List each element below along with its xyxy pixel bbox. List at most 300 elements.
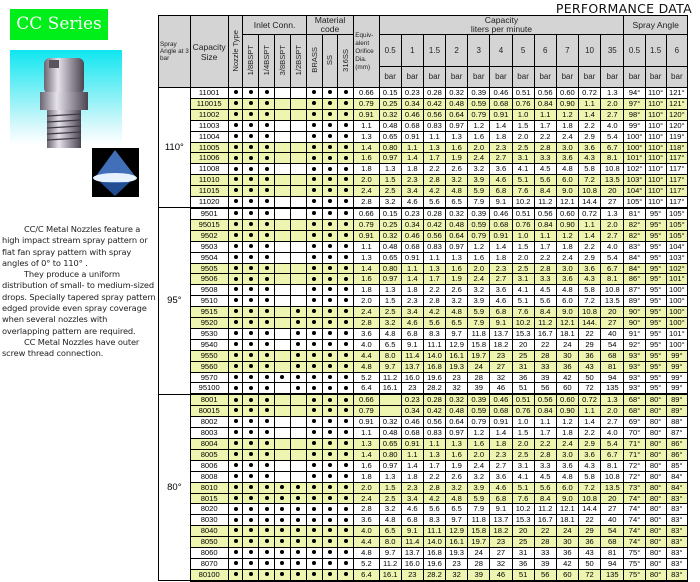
material-availability-cell bbox=[338, 296, 354, 307]
capacity-cell: 135 bbox=[601, 383, 624, 394]
spray-angle-cell: 83° bbox=[666, 537, 687, 548]
inlet-availability-cell bbox=[275, 274, 291, 285]
capacity-cell: 39 bbox=[534, 372, 556, 383]
capacity-size-cell: 9570 bbox=[190, 372, 228, 383]
available-dot-icon bbox=[312, 266, 316, 270]
capacity-cell: 3.2 bbox=[379, 504, 401, 515]
inlet-availability-cell bbox=[259, 175, 275, 186]
header-pressure: 6 bbox=[534, 35, 556, 67]
inlet-availability-cell bbox=[290, 460, 306, 471]
material-availability-cell bbox=[338, 372, 354, 383]
available-dot-icon bbox=[265, 561, 269, 565]
inlet-availability-cell bbox=[259, 558, 275, 569]
material-availability-cell bbox=[306, 449, 322, 460]
available-dot-icon bbox=[249, 408, 253, 412]
material-availability-cell bbox=[338, 515, 354, 526]
capacity-cell: 4.1 bbox=[512, 164, 534, 175]
capacity-size-cell: 8002 bbox=[190, 417, 228, 428]
capacity-cell: 0.68 bbox=[401, 241, 423, 252]
material-availability-cell bbox=[306, 460, 322, 471]
available-dot-icon bbox=[249, 485, 253, 489]
capacity-cell: 56 bbox=[534, 569, 556, 580]
capacity-cell: 1.3 bbox=[446, 131, 468, 142]
available-dot-icon bbox=[328, 298, 332, 302]
capacity-cell: 1.1 bbox=[534, 109, 556, 120]
capacity-cell: 12.9 bbox=[446, 339, 468, 350]
capacity-cell: 0.28 bbox=[423, 394, 445, 405]
available-dot-icon bbox=[312, 550, 316, 554]
capacity-size-cell: 9506 bbox=[190, 274, 228, 285]
capacity-cell: 3.6 bbox=[490, 164, 512, 175]
table-row bbox=[159, 328, 688, 339]
inlet-availability-cell bbox=[243, 318, 259, 329]
capacity-cell: 0.90 bbox=[556, 406, 578, 417]
capacity-cell: 1.6 bbox=[446, 449, 468, 460]
available-dot-icon bbox=[312, 364, 316, 368]
nozzle-type-cell bbox=[228, 241, 243, 252]
inlet-availability-cell bbox=[275, 526, 291, 537]
capacity-cell: 7.2 bbox=[578, 296, 600, 307]
material-availability-cell bbox=[306, 394, 322, 405]
capacity-cell: 4.0 bbox=[601, 120, 624, 131]
spray-angle-cell: 86° bbox=[666, 439, 687, 450]
capacity-cell: 7.9 bbox=[468, 197, 490, 208]
available-dot-icon bbox=[344, 199, 348, 203]
inlet-availability-cell bbox=[290, 219, 306, 230]
header-unit-bar: bar bbox=[556, 66, 578, 87]
capacity-cell: 0.28 bbox=[423, 88, 445, 99]
nozzle-type-cell bbox=[228, 175, 243, 186]
spray-angle-cell: 90° bbox=[624, 307, 645, 318]
capacity-cell: 1.4 bbox=[578, 417, 600, 428]
available-dot-icon bbox=[249, 277, 253, 281]
inlet-availability-cell bbox=[259, 263, 275, 274]
capacity-cell: 4.3 bbox=[578, 460, 600, 471]
inlet-availability-cell bbox=[275, 428, 291, 439]
capacity-cell: 1.8 bbox=[401, 471, 423, 482]
capacity-cell: 2.4 bbox=[468, 153, 490, 164]
capacity-cell: 19.7 bbox=[468, 350, 490, 361]
available-dot-icon bbox=[328, 452, 332, 456]
inlet-availability-cell bbox=[290, 109, 306, 120]
table-row bbox=[159, 471, 688, 482]
material-availability-cell bbox=[338, 394, 354, 405]
available-dot-icon bbox=[328, 255, 332, 259]
orifice-cell: 3.6 bbox=[354, 328, 379, 339]
capacity-cell: 144. bbox=[578, 318, 600, 329]
material-availability-cell bbox=[306, 208, 322, 219]
capacity-cell: 60 bbox=[556, 569, 578, 580]
spray-angle-cell: 89° bbox=[624, 296, 645, 307]
inlet-availability-cell bbox=[290, 274, 306, 285]
header-unit-bar: bar bbox=[666, 66, 687, 87]
material-availability-cell bbox=[306, 537, 322, 548]
capacity-cell: 1.5 bbox=[512, 120, 534, 131]
capacity-cell: 0.80 bbox=[379, 142, 401, 153]
inlet-availability-cell bbox=[259, 274, 275, 285]
capacity-cell: 0.64 bbox=[446, 230, 468, 241]
available-dot-icon bbox=[328, 375, 332, 379]
inlet-availability-cell bbox=[259, 471, 275, 482]
table-row bbox=[159, 449, 688, 460]
available-dot-icon bbox=[249, 134, 253, 138]
spray-angle-cell: 117° bbox=[666, 175, 687, 186]
available-dot-icon bbox=[296, 539, 300, 543]
capacity-cell: 1.5 bbox=[379, 175, 401, 186]
header-inlet-col-label: 3/8BSPT bbox=[277, 44, 287, 76]
capacity-cell: 30 bbox=[556, 350, 578, 361]
spray-angle-cell: 84° bbox=[666, 471, 687, 482]
capacity-cell: 4.6 bbox=[490, 482, 512, 493]
capacity-cell: 3.2 bbox=[446, 296, 468, 307]
available-dot-icon bbox=[344, 331, 348, 335]
available-dot-icon bbox=[296, 518, 300, 522]
capacity-cell: 13.5 bbox=[601, 296, 624, 307]
inlet-availability-cell bbox=[275, 263, 291, 274]
available-dot-icon bbox=[296, 320, 300, 324]
table-row bbox=[159, 98, 688, 109]
inlet-availability-cell bbox=[259, 350, 275, 361]
inlet-availability-cell bbox=[259, 394, 275, 405]
inlet-availability-cell bbox=[290, 548, 306, 559]
available-dot-icon bbox=[328, 277, 332, 281]
available-dot-icon bbox=[265, 222, 269, 226]
capacity-cell: 12.9 bbox=[446, 526, 468, 537]
material-availability-cell bbox=[306, 383, 322, 394]
header-spray-angle-group: Spray Angle bbox=[624, 16, 688, 35]
table-row bbox=[159, 339, 688, 350]
available-dot-icon bbox=[249, 507, 253, 511]
available-dot-icon bbox=[312, 244, 316, 248]
capacity-cell: 1.6 bbox=[446, 263, 468, 274]
material-availability-cell bbox=[322, 88, 338, 99]
available-dot-icon bbox=[265, 298, 269, 302]
capacity-size-cell: 110015 bbox=[190, 98, 228, 109]
capacity-cell: 135 bbox=[601, 569, 624, 580]
capacity-size-cell: 8006 bbox=[190, 460, 228, 471]
capacity-size-cell: 95100 bbox=[190, 383, 228, 394]
capacity-cell: 2.4 bbox=[468, 274, 490, 285]
capacity-cell: 6.8 bbox=[490, 307, 512, 318]
available-dot-icon bbox=[344, 539, 348, 543]
inlet-availability-cell bbox=[275, 197, 291, 208]
capacity-cell: 32 bbox=[490, 372, 512, 383]
nozzle-type-cell bbox=[228, 515, 243, 526]
capacity-cell: 0.68 bbox=[401, 120, 423, 131]
available-dot-icon bbox=[234, 266, 238, 270]
description-paragraph: CC/C Metal Nozzles feature a high impact stream spray pattern or flat fan spray pattern with spray angles of 0° to 110° . bbox=[2, 224, 148, 268]
orifice-cell: 2.8 bbox=[354, 504, 379, 515]
capacity-cell: 4.1 bbox=[512, 285, 534, 296]
available-dot-icon bbox=[280, 561, 284, 565]
capacity-cell: 10.2 bbox=[512, 197, 534, 208]
capacity-cell: 1.6 bbox=[446, 142, 468, 153]
capacity-cell: 42 bbox=[556, 372, 578, 383]
spray-angle-cell: 80° bbox=[645, 394, 666, 405]
material-availability-cell bbox=[338, 449, 354, 460]
table-row bbox=[159, 175, 688, 186]
header-unit-bar: bar bbox=[534, 66, 556, 87]
capacity-cell: 0.97 bbox=[446, 241, 468, 252]
material-availability-cell bbox=[322, 515, 338, 526]
spray-angle-cell: 69° bbox=[624, 417, 645, 428]
material-availability-cell bbox=[306, 230, 322, 241]
available-dot-icon bbox=[312, 430, 316, 434]
available-dot-icon bbox=[312, 463, 316, 467]
available-dot-icon bbox=[234, 287, 238, 291]
capacity-cell: 0.76 bbox=[512, 219, 534, 230]
capacity-cell: 1.3 bbox=[446, 252, 468, 263]
material-availability-cell bbox=[338, 241, 354, 252]
available-dot-icon bbox=[249, 266, 253, 270]
capacity-cell bbox=[379, 406, 401, 417]
available-dot-icon bbox=[312, 188, 316, 192]
capacity-size-cell: 9520 bbox=[190, 318, 228, 329]
capacity-cell: 1.9 bbox=[446, 153, 468, 164]
capacity-cell: 5.6 bbox=[534, 175, 556, 186]
spray-angle-cell: 80° bbox=[645, 493, 666, 504]
capacity-cell: 0.76 bbox=[512, 98, 534, 109]
table-row bbox=[159, 504, 688, 515]
spray-angle-cell: 110° bbox=[645, 109, 666, 120]
capacity-cell: 2.8 bbox=[534, 449, 556, 460]
available-dot-icon bbox=[265, 485, 269, 489]
available-dot-icon bbox=[249, 331, 253, 335]
capacity-cell: 0.42 bbox=[423, 219, 445, 230]
spray-angle-cell: 93° bbox=[624, 361, 645, 372]
capacity-cell: 3.2 bbox=[379, 318, 401, 329]
inlet-availability-cell bbox=[243, 230, 259, 241]
available-dot-icon bbox=[249, 255, 253, 259]
available-dot-icon bbox=[234, 101, 238, 105]
spray-angle-cell: 83° bbox=[666, 493, 687, 504]
capacity-cell: 0.23 bbox=[401, 208, 423, 219]
table-row bbox=[159, 307, 688, 318]
capacity-cell: 36 bbox=[512, 372, 534, 383]
orifice-cell: 6.4 bbox=[354, 569, 379, 580]
spray-angle-cell: 102° bbox=[666, 263, 687, 274]
available-dot-icon bbox=[328, 90, 332, 94]
capacity-cell: 4.8 bbox=[446, 307, 468, 318]
capacity-cell: 3.2 bbox=[446, 482, 468, 493]
capacity-cell: 8.4 bbox=[534, 186, 556, 197]
inlet-availability-cell bbox=[290, 526, 306, 537]
capacity-cell: 1.1 bbox=[423, 131, 445, 142]
orifice-cell: 4.0 bbox=[354, 339, 379, 350]
inlet-availability-cell bbox=[290, 372, 306, 383]
inlet-availability-cell bbox=[243, 328, 259, 339]
available-dot-icon bbox=[234, 430, 238, 434]
header-unit-bar: bar bbox=[578, 66, 600, 87]
description-paragraph: They produce a uniform distribution of small- to medium-sized drops. Specially tapered spray pattern edged provide even spray coverage when several nozzles with overlapping pattern are required. bbox=[2, 269, 156, 336]
capacity-cell: 1.2 bbox=[556, 417, 578, 428]
inlet-availability-cell bbox=[259, 526, 275, 537]
capacity-cell: 32 bbox=[446, 383, 468, 394]
available-dot-icon bbox=[312, 474, 316, 478]
nozzle-type-cell bbox=[228, 186, 243, 197]
available-dot-icon bbox=[249, 441, 253, 445]
capacity-cell: 13.5 bbox=[601, 482, 624, 493]
available-dot-icon bbox=[249, 364, 253, 368]
capacity-cell: 23 bbox=[446, 558, 468, 569]
capacity-cell: 4.6 bbox=[490, 296, 512, 307]
spray-angle-cell: 83° bbox=[666, 558, 687, 569]
capacity-cell: 6.5 bbox=[446, 504, 468, 515]
orifice-cell: 1.4 bbox=[354, 449, 379, 460]
capacity-cell: 3.2 bbox=[379, 197, 401, 208]
inlet-availability-cell bbox=[243, 449, 259, 460]
available-dot-icon bbox=[328, 550, 332, 554]
header-pressure: 2 bbox=[446, 35, 468, 67]
capacity-cell: 23 bbox=[446, 372, 468, 383]
material-availability-cell bbox=[322, 252, 338, 263]
capacity-cell: 6.0 bbox=[556, 296, 578, 307]
material-availability-cell bbox=[322, 406, 338, 417]
inlet-availability-cell bbox=[290, 504, 306, 515]
capacity-cell: 14.0 bbox=[423, 350, 445, 361]
capacity-size-cell: 11005 bbox=[190, 142, 228, 153]
capacity-cell: 1.4 bbox=[401, 153, 423, 164]
material-availability-cell bbox=[338, 186, 354, 197]
available-dot-icon bbox=[265, 463, 269, 467]
capacity-cell: 1.3 bbox=[379, 471, 401, 482]
available-dot-icon bbox=[328, 309, 332, 313]
inlet-availability-cell bbox=[243, 241, 259, 252]
spray-angle-cell: 102° bbox=[624, 164, 645, 175]
inlet-availability-cell bbox=[275, 142, 291, 153]
material-availability-cell bbox=[306, 526, 322, 537]
inlet-availability-cell bbox=[243, 98, 259, 109]
spray-angle-cell: 117° bbox=[666, 164, 687, 175]
inlet-availability-cell bbox=[259, 504, 275, 515]
header-unit-bar: bar bbox=[446, 66, 468, 87]
capacity-cell: 22 bbox=[534, 526, 556, 537]
capacity-cell: 0.34 bbox=[401, 98, 423, 109]
header-unit-bar: bar bbox=[401, 66, 423, 87]
orifice-cell: 4.4 bbox=[354, 537, 379, 548]
capacity-cell: 43 bbox=[578, 548, 600, 559]
capacity-cell: 3.0 bbox=[556, 142, 578, 153]
available-dot-icon bbox=[296, 331, 300, 335]
capacity-cell: 2.3 bbox=[490, 263, 512, 274]
available-dot-icon bbox=[234, 375, 238, 379]
material-availability-cell bbox=[306, 219, 322, 230]
available-dot-icon bbox=[328, 474, 332, 478]
capacity-cell: 0.48 bbox=[379, 428, 401, 439]
inlet-availability-cell bbox=[243, 460, 259, 471]
capacity-cell: 13.7 bbox=[401, 548, 423, 559]
capacity-cell: 0.64 bbox=[446, 417, 468, 428]
capacity-cell: 0.48 bbox=[379, 241, 401, 252]
capacity-cell: 9.7 bbox=[379, 548, 401, 559]
capacity-cell: 4.2 bbox=[423, 493, 445, 504]
inlet-availability-cell bbox=[275, 98, 291, 109]
inlet-availability-cell bbox=[275, 164, 291, 175]
available-dot-icon bbox=[234, 211, 238, 215]
material-availability-cell bbox=[322, 219, 338, 230]
capacity-cell: 1.3 bbox=[379, 164, 401, 175]
available-dot-icon bbox=[328, 123, 332, 127]
table-row bbox=[159, 120, 688, 131]
spray-angle-cell: 83° bbox=[624, 241, 645, 252]
capacity-cell: 0.25 bbox=[379, 219, 401, 230]
capacity-cell: 2.5 bbox=[379, 493, 401, 504]
available-dot-icon bbox=[234, 112, 238, 116]
capacity-cell: 27 bbox=[601, 504, 624, 515]
spray-angle-cell: 100° bbox=[624, 142, 645, 153]
capacity-cell: 3.4 bbox=[401, 186, 423, 197]
material-availability-cell bbox=[306, 372, 322, 383]
capacity-cell: 13.7 bbox=[490, 515, 512, 526]
available-dot-icon bbox=[344, 572, 348, 576]
nozzle-type-cell bbox=[228, 537, 243, 548]
available-dot-icon bbox=[234, 518, 238, 522]
table-row bbox=[159, 296, 688, 307]
spray-angle-cell: 110° bbox=[645, 131, 666, 142]
header-pressure: 4 bbox=[490, 35, 512, 67]
available-dot-icon bbox=[265, 474, 269, 478]
capacity-size-cell: 9504 bbox=[190, 252, 228, 263]
available-dot-icon bbox=[344, 134, 348, 138]
spray-angle-cell: 121° bbox=[666, 98, 687, 109]
available-dot-icon bbox=[249, 145, 253, 149]
capacity-cell: 8.1 bbox=[601, 153, 624, 164]
available-dot-icon bbox=[249, 211, 253, 215]
inlet-availability-cell bbox=[290, 307, 306, 318]
capacity-size-cell: 11010 bbox=[190, 175, 228, 186]
nozzle-type-cell bbox=[228, 460, 243, 471]
capacity-cell: 2.6 bbox=[446, 285, 468, 296]
material-availability-cell bbox=[322, 208, 338, 219]
available-dot-icon bbox=[249, 419, 253, 423]
spray-angle-cell: 84° bbox=[624, 252, 645, 263]
available-dot-icon bbox=[234, 222, 238, 226]
available-dot-icon bbox=[328, 188, 332, 192]
capacity-cell: 18.1 bbox=[556, 328, 578, 339]
header-unit-bar: bar bbox=[423, 66, 445, 87]
capacity-cell: 1.7 bbox=[534, 120, 556, 131]
capacity-cell: 18.2 bbox=[490, 339, 512, 350]
capacity-cell: 2.5 bbox=[512, 263, 534, 274]
capacity-cell: 0.32 bbox=[379, 109, 401, 120]
capacity-cell: 29 bbox=[578, 339, 600, 350]
material-availability-cell bbox=[306, 186, 322, 197]
available-dot-icon bbox=[296, 561, 300, 565]
table-row bbox=[159, 252, 688, 263]
table-row bbox=[159, 569, 688, 580]
available-dot-icon bbox=[280, 518, 284, 522]
capacity-cell: 6.5 bbox=[379, 526, 401, 537]
spray-angle-cell: 117° bbox=[666, 153, 687, 164]
capacity-cell: 1.4 bbox=[490, 241, 512, 252]
capacity-cell: 2.2 bbox=[578, 120, 600, 131]
spray-angle-cell: 120° bbox=[666, 109, 687, 120]
spray-angle-cell: 80° bbox=[645, 428, 666, 439]
capacity-size-cell: 11003 bbox=[190, 120, 228, 131]
inlet-availability-cell bbox=[275, 109, 291, 120]
available-dot-icon bbox=[312, 277, 316, 281]
capacity-cell: 11.4 bbox=[401, 350, 423, 361]
material-availability-cell bbox=[338, 98, 354, 109]
capacity-cell: 0.97 bbox=[379, 153, 401, 164]
capacity-cell: 3.4 bbox=[401, 307, 423, 318]
capacity-cell: 20 bbox=[601, 186, 624, 197]
capacity-cell: 11.1 bbox=[423, 526, 445, 537]
capacity-size-cell: 8060 bbox=[190, 548, 228, 559]
orifice-cell: 1.1 bbox=[354, 428, 379, 439]
capacity-cell: 10.8 bbox=[578, 493, 600, 504]
inlet-availability-cell bbox=[259, 230, 275, 241]
